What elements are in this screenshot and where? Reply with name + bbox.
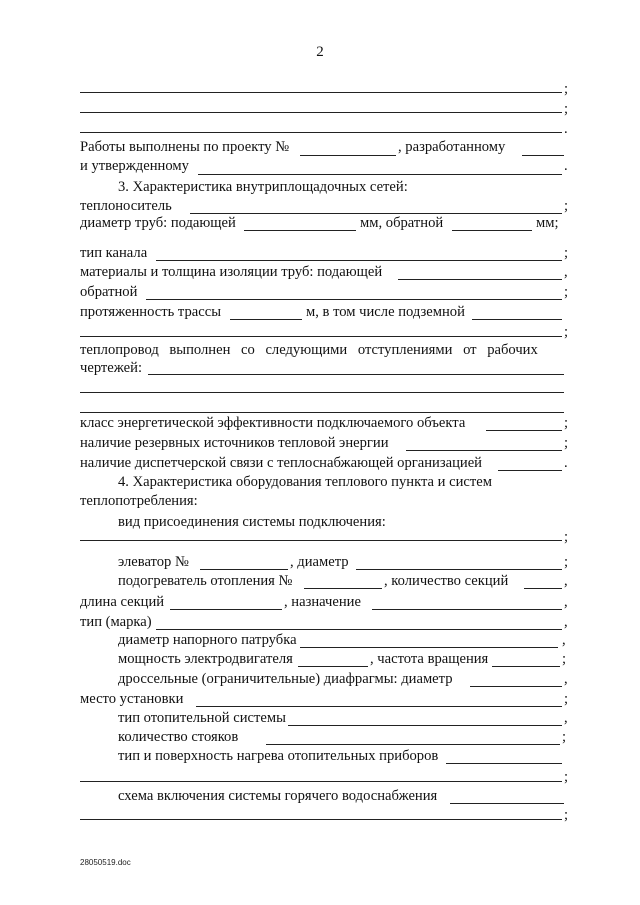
blank-place: [196, 706, 562, 707]
return-label: обратной: [80, 284, 138, 300]
page-number: 2: [316, 44, 324, 60]
semicolon: ;: [564, 415, 569, 431]
blank-deviations: [148, 374, 564, 375]
place-label: место установки: [80, 691, 184, 707]
blank-devices-cont: [80, 781, 562, 782]
semicolon: ;: [564, 807, 569, 823]
blank-approver: [198, 174, 562, 175]
semicolon: ;: [564, 769, 569, 785]
comma: ,: [564, 264, 568, 280]
blank-line: [80, 412, 564, 413]
blank-line: [80, 392, 564, 393]
reserve-label: наличие резервных источников тепловой энергии: [80, 435, 389, 451]
risers-count-label: количество стояков: [118, 729, 239, 745]
energy-class-label: класс энергетической эффективности подключаемого объекта: [80, 415, 466, 431]
semicolon: ;: [564, 245, 569, 261]
semicolon: ;: [564, 324, 569, 340]
motor-power-label: мощность электродвигателя: [118, 651, 293, 667]
sections-count-label: , количество секций: [384, 573, 509, 589]
blank-insulation-supply: [398, 279, 562, 280]
blank-risers-count: [266, 744, 560, 745]
blank-elevator-diameter: [356, 569, 562, 570]
hot-water-label: схема включения системы горячего водоснабжения: [118, 788, 438, 804]
blank-devices: [446, 763, 562, 764]
channel-type-label: тип канала: [80, 245, 148, 261]
heat-carrier-label: теплоноситель: [80, 198, 172, 214]
blank-route-length: [230, 319, 302, 320]
section-3-heading: 3. Характеристика внутриплощадочных сетей:: [118, 179, 408, 195]
blank-throttle-diameter: [470, 686, 562, 687]
type-mark-label: тип (марка): [80, 614, 152, 630]
period: .: [564, 121, 568, 137]
connection-type-label: вид присоединения системы подключения:: [118, 514, 386, 530]
mm-label: мм;: [536, 215, 559, 231]
heating-system-type-label: тип отопительной системы: [118, 710, 286, 726]
semicolon: ;: [564, 435, 569, 451]
heater-label: подогреватель отопления №: [118, 573, 293, 589]
underground-label: м, в том числе подземной: [306, 304, 465, 320]
semicolon: ;: [564, 529, 569, 545]
sections-length-label: длина секций: [80, 594, 165, 610]
semicolon: ;: [564, 101, 569, 117]
pipe-diameter-label: диаметр труб: подающей: [80, 215, 236, 231]
throttle-label: дроссельные (ограничительные) диафрагмы: диаметр: [118, 671, 453, 687]
blank-project-number: [300, 155, 396, 156]
drawings-label: чертежей:: [80, 360, 143, 376]
blank-line: [80, 92, 562, 93]
deviations-label: теплопровод выполнен со следующими отступлениями от рабочих: [80, 342, 538, 358]
blank-reserve: [406, 450, 562, 451]
blank-insulation-return: [146, 299, 562, 300]
blank-purpose: [372, 609, 562, 610]
semicolon: ;: [562, 651, 567, 667]
route-length-label: протяженность трассы: [80, 304, 222, 320]
blank-type-mark: [156, 629, 562, 630]
blank-energy-class: [486, 430, 562, 431]
insulation-label: материалы и толщина изоляции труб: подающей: [80, 264, 383, 280]
purpose-label: , назначение: [284, 594, 361, 610]
comma: ,: [564, 594, 568, 610]
blank-heating-system-type: [288, 725, 562, 726]
comma: ,: [564, 614, 568, 630]
developed-label: , разработанному: [398, 139, 506, 155]
blank-line: [80, 336, 562, 337]
comma: ,: [562, 632, 566, 648]
blank-channel-type: [156, 260, 562, 261]
diameter-label: , диаметр: [290, 554, 349, 570]
work-done-label: Работы выполнены по проекту №: [80, 139, 290, 155]
comma: ,: [564, 573, 568, 589]
devices-label: тип и поверхность нагрева отопительных приборов: [118, 748, 439, 764]
blank-hot-water: [450, 803, 564, 804]
blank-hot-water-cont: [80, 819, 562, 820]
blank-sections-length: [170, 609, 282, 610]
approved-label: и утвержденному: [80, 158, 189, 174]
blank-heater-number: [304, 588, 382, 589]
dispatch-label: наличие диспетчерской связи с теплоснабжающей организацией: [80, 455, 482, 471]
footer-filename: 28050519.doc: [80, 858, 131, 867]
blank-connection-type: [80, 540, 562, 541]
rotation-frequency-label: , частота вращения: [370, 651, 489, 667]
semicolon: ;: [562, 729, 567, 745]
semicolon: ;: [564, 691, 569, 707]
mm-return-label: мм, обратной: [360, 215, 444, 231]
semicolon: ;: [564, 81, 569, 97]
blank-developer: [522, 155, 564, 156]
nozzle-diameter-label: диаметр напорного патрубка: [118, 632, 297, 648]
semicolon: ;: [564, 284, 569, 300]
section-4-heading: 4. Характеристика оборудования теплового пункта и систем: [118, 474, 492, 490]
period: .: [564, 455, 568, 471]
blank-nozzle-diameter: [300, 647, 558, 648]
section-4-heading-cont: теплопотребления:: [80, 493, 198, 509]
blank-sections-count: [524, 588, 562, 589]
blank-line: [80, 132, 562, 133]
blank-dispatch: [498, 470, 562, 471]
blank-supply-diameter: [244, 230, 356, 231]
comma: ,: [564, 710, 568, 726]
elevator-label: элеватор №: [118, 554, 189, 570]
blank-return-diameter: [452, 230, 532, 231]
comma: ,: [564, 671, 568, 687]
blank-underground: [472, 319, 562, 320]
blank-elevator-number: [200, 569, 288, 570]
blank-rotation-frequency: [492, 666, 560, 667]
period: .: [564, 158, 568, 174]
blank-line: [80, 112, 562, 113]
semicolon: ;: [564, 198, 569, 214]
semicolon: ;: [564, 554, 569, 570]
blank-motor-power: [298, 666, 368, 667]
